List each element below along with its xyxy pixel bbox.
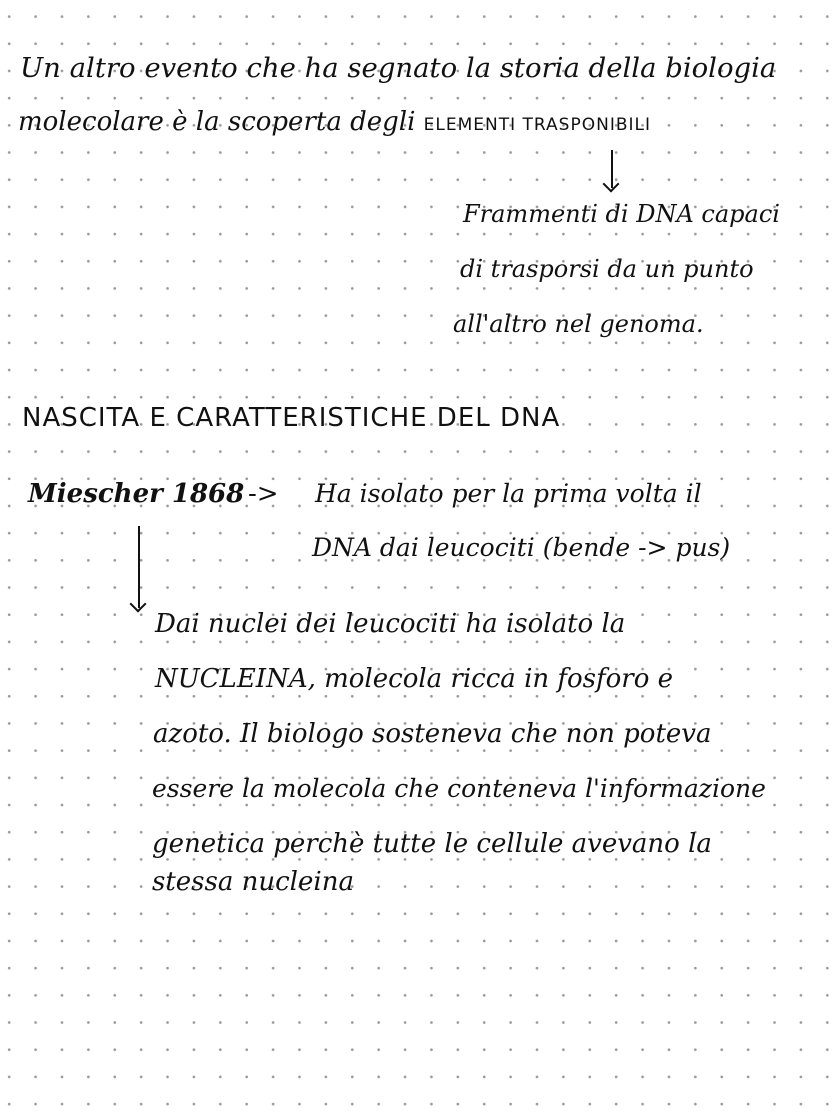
term-transposable-elements: ELEMENTI TRASPONIBILI: [423, 115, 651, 135]
discovery-line-2: DNA dai leucociti (bende -> pus): [312, 533, 731, 562]
details-line-5: genetica perchè tutte le cellule avevano la: [152, 829, 712, 859]
arrow-down-icon: [611, 150, 613, 188]
intro-line-2: [18, 106, 651, 141]
intro-line-2-text: molecolare è la scoperta degli: [18, 107, 416, 137]
discovery-line-1: Ha isolato per la prima volta il: [315, 479, 702, 508]
details-line-4: essere la molecola che conteneva l'informazione: [152, 774, 766, 803]
details-line-1: Dai nuclei dei leucociti ha isolato la: [155, 609, 626, 639]
details-line-6: stessa nucleina: [152, 867, 354, 897]
details-line-3: azoto. Il biologo sosteneva che non poteva: [153, 719, 712, 749]
definition-line-3: all'altro nel genoma.: [453, 310, 704, 338]
arrow-right-icon: ->: [248, 479, 279, 509]
arrow-down-icon: [138, 526, 140, 608]
scientist-name: Miescher 1868: [28, 479, 245, 509]
intro-line-1: Un altro evento che ha segnato la storia della biologia: [20, 52, 777, 84]
definition-line-1: Frammenti di DNA capaci: [463, 200, 780, 228]
details-line-2: NUCLEINA, molecola ricca in fosforo e: [155, 664, 674, 694]
definition-line-2: di trasporsi da un punto: [460, 255, 754, 283]
section-heading: NASCITA E CARATTERISTICHE DEL DNA: [22, 403, 561, 433]
